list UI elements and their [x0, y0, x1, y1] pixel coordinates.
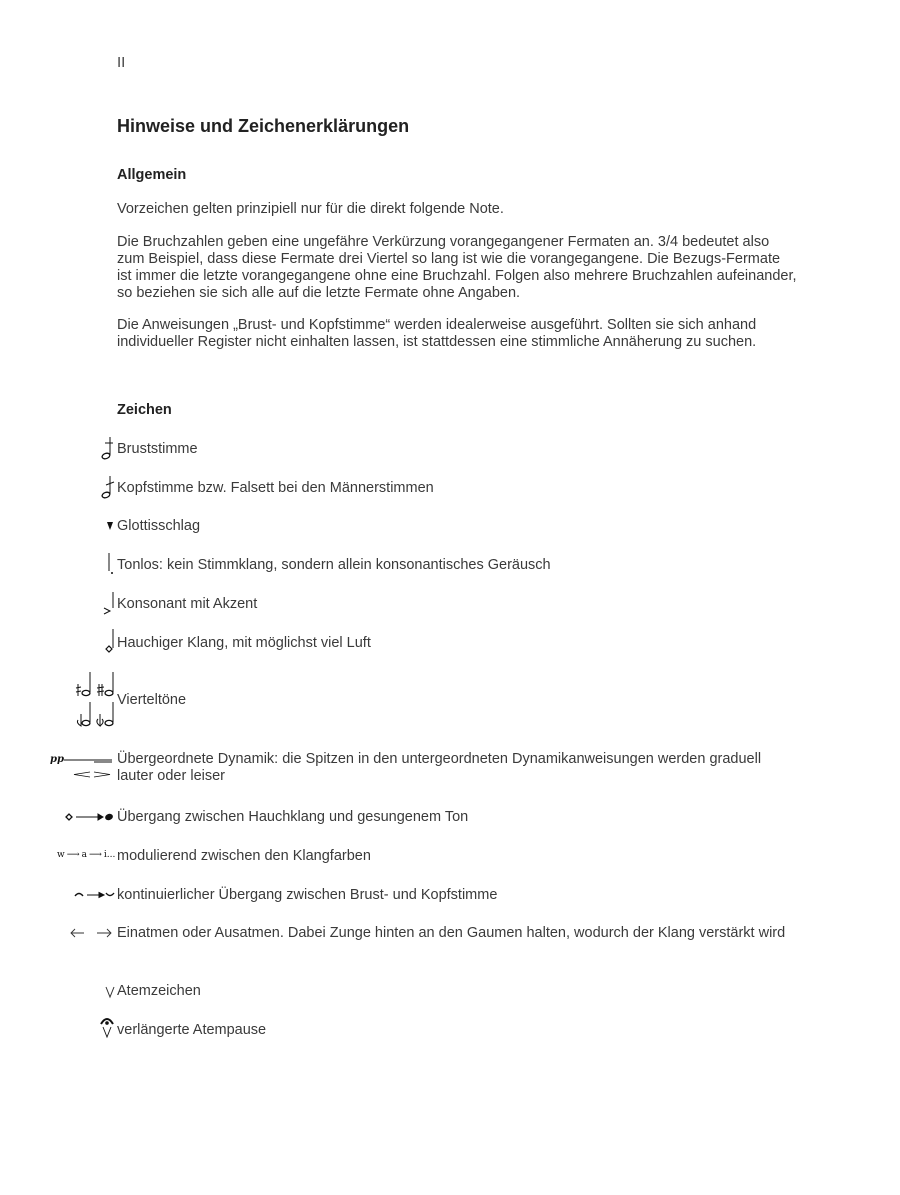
sign-item	[117, 925, 787, 942]
sign-description: Hauchiger Klang, mit möglichst viel Luft	[117, 635, 371, 651]
vowel-label: w	[57, 850, 65, 860]
head-voice-note-icon	[100, 475, 114, 499]
breath-to-tone-arrow-icon	[64, 811, 114, 823]
sign-description: Glottisschlag	[117, 518, 201, 534]
sign-item	[117, 480, 787, 497]
inhale-exhale-arrows-icon	[70, 927, 114, 939]
sign-description: verlängerte Atempause	[117, 1022, 267, 1038]
toneless-stem-icon	[106, 553, 116, 575]
arrow-icon: ⟶	[89, 850, 102, 860]
page-title: Hinweise und Zeichenerklärungen	[117, 116, 410, 136]
sign-description: Übergeordnete Dynamik: die Spitzen in den untergeordneten Dynamikanweisungen werden graduell lauter oder leiser	[117, 751, 762, 784]
sign-description: Tonlos: kein Stimmklang, sondern allein konsonantisches Geräusch	[117, 557, 551, 573]
chest-voice-note-icon	[100, 436, 114, 460]
vowel-label: i...	[103, 850, 116, 860]
breathy-note-icon	[103, 629, 115, 653]
glottal-stop-icon	[106, 521, 114, 531]
sign-description: kontinuierlicher Übergang zwischen Brust- und Kopfstimme	[117, 887, 498, 903]
sign-item	[117, 887, 787, 904]
page-number: II	[117, 54, 126, 71]
dynamics-hairpins-icon	[64, 755, 114, 777]
quarter-tone-accidentals-icon	[74, 670, 116, 726]
dynamic-marking: pp	[50, 754, 64, 765]
sign-description: Atemzeichen	[117, 983, 201, 999]
sign-item	[117, 596, 787, 613]
chest-head-transition-icon	[74, 888, 114, 900]
paragraph: Vorzeichen gelten prinzipiell nur für die direkt folgende Note.	[117, 201, 504, 217]
sign-description: modulierend zwischen den Klangfarben	[117, 848, 371, 864]
sign-item	[117, 1022, 787, 1039]
breath-mark-icon	[105, 986, 115, 998]
sign-description: Konsonant mit Akzent	[117, 596, 258, 612]
sign-description: Einatmen oder Ausatmen. Dabei Zunge hinten an den Gaumen halten, wodurch der Klang verstärkt wird	[117, 925, 786, 941]
sign-item	[117, 557, 787, 574]
section-heading-general: Allgemein	[117, 167, 187, 183]
vowel-label: a	[81, 850, 87, 860]
sign-item	[117, 518, 787, 535]
sign-item	[117, 848, 787, 865]
sign-item	[117, 441, 787, 458]
paragraph: Die Bruchzahlen geben eine ungefähre Verkürzung vorangegangener Fermaten an. 3/4 bedeutet also zum Beispiel, dass diese Fermate drei Viertel so lang ist wie die vorangegangene. Die Bezugs-Fermate ist immer die letzte vorangegangene ohne eine Bruchzahl. Folgen also mehrere Bruchzahlen aufeinander, so beziehen sie sich alle auf die letzte Fermate ohne Angaben.	[117, 234, 797, 301]
sign-description: Kopfstimme bzw. Falsett bei den Männerstimmen	[117, 480, 434, 496]
vowel-modulation-arrow-icon	[57, 850, 115, 860]
sign-item	[117, 692, 787, 709]
sign-description: Bruststimme	[117, 441, 198, 457]
arrow-icon: ⟶	[66, 850, 80, 860]
sign-item	[117, 809, 787, 826]
fermata-breath-mark-icon	[100, 1016, 114, 1038]
sign-description: Übergang zwischen Hauchklang und gesungenem Ton	[117, 809, 469, 825]
sign-item	[117, 635, 787, 652]
section-heading-signs: Zeichen	[117, 402, 172, 418]
sign-item	[117, 983, 787, 1000]
sign-description: Vierteltöne	[117, 692, 187, 708]
paragraph: Die Anweisungen „Brust- und Kopfstimme“ werden idealerweise ausgeführt. Sollten sie sich anhand individueller Register nicht einhalten lassen, ist stattdessen eine stimmliche Annäherung zu suchen.	[117, 317, 757, 350]
sign-item	[117, 751, 787, 785]
accent-consonant-icon	[103, 592, 115, 616]
